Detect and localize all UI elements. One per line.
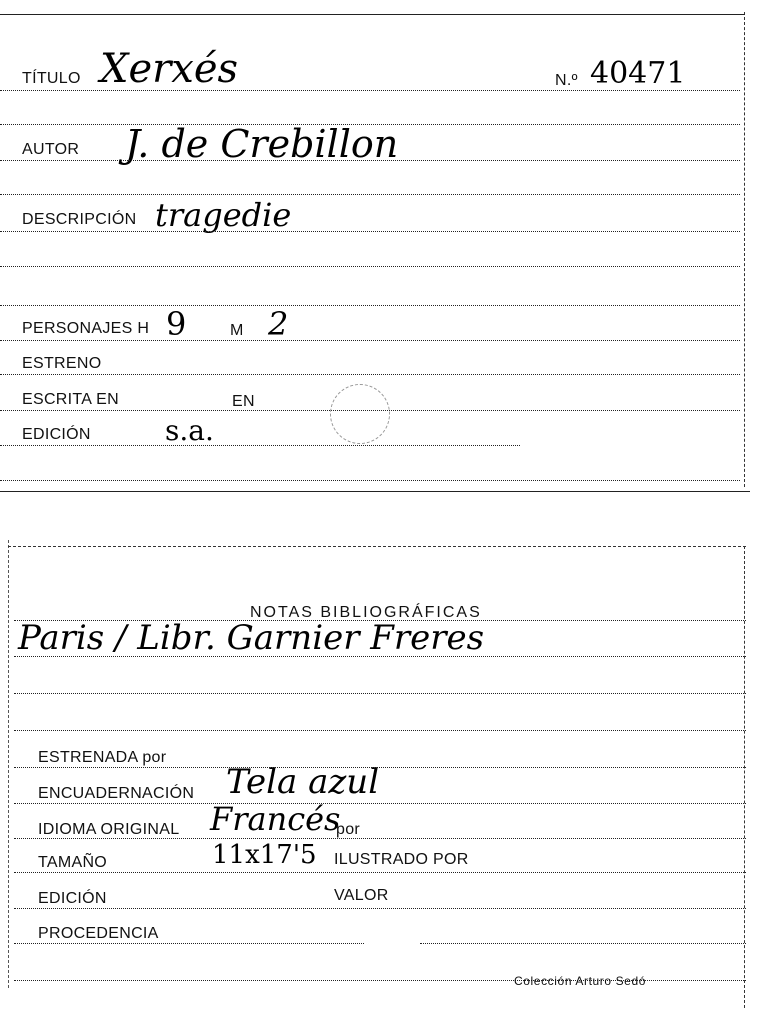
ilustrado-label: ILUSTRADO POR	[334, 851, 469, 868]
row-rule	[14, 620, 746, 621]
descripcion-label: DESCRIPCIÓN	[22, 211, 137, 228]
card-left-edge	[8, 540, 9, 988]
row-rule	[0, 160, 740, 161]
procedencia-label: PROCEDENCIA	[38, 925, 159, 942]
row-rule	[0, 305, 740, 306]
back-card	[0, 540, 759, 1028]
tamano-value: 11x17'5	[212, 840, 317, 870]
row-rule	[420, 943, 746, 944]
descripcion-value: tragedie	[155, 196, 292, 234]
card-bottom-edge	[0, 491, 750, 492]
row-rule	[14, 767, 746, 768]
card-right-edge	[744, 12, 745, 487]
notas-title: NOTAS BIBLIOGRÁFICAS	[250, 604, 482, 621]
row-rule	[0, 480, 740, 481]
personajes-h-value: 9	[166, 305, 187, 343]
row-rule	[14, 838, 746, 839]
row-rule	[0, 445, 520, 446]
tamano-label: TAMAÑO	[38, 854, 108, 871]
autor-value: J. de Crebillon	[125, 122, 399, 166]
encuadernacion-label: ENCUADERNACIÓN	[38, 785, 195, 802]
autor-label: AUTOR	[22, 141, 80, 158]
idioma-por-label: por	[336, 821, 361, 838]
estrenada-label: ESTRENADA por	[38, 749, 167, 766]
row-rule	[0, 194, 740, 195]
edicion-value: s.a.	[165, 414, 214, 447]
idioma-label: IDIOMA ORIGINAL	[38, 821, 180, 838]
row-rule	[0, 340, 740, 341]
numero-value: 40471	[590, 56, 686, 91]
row-rule	[0, 374, 740, 375]
personajes-label: PERSONAJES H	[22, 320, 150, 337]
idioma-value: Francés	[210, 800, 341, 838]
edicion-label: EDICIÓN	[22, 426, 91, 443]
row-rule	[14, 908, 746, 909]
row-rule	[0, 231, 740, 232]
coleccion-label: Colección Arturo Sedó	[514, 974, 647, 988]
front-card	[0, 0, 759, 495]
encuadernacion-value: Tela azul	[226, 762, 380, 802]
numero-label: N.º	[555, 72, 578, 89]
card-top-edge	[0, 14, 745, 15]
titulo-label: TÍTULO	[22, 70, 81, 87]
card-top-edge	[8, 546, 746, 547]
escrita-label: ESCRITA EN	[22, 391, 119, 408]
estreno-label: ESTRENO	[22, 355, 102, 372]
row-rule	[14, 872, 746, 873]
row-rule	[14, 803, 746, 804]
escrita-en-label: EN	[232, 393, 255, 410]
back-edicion-label: EDICIÓN	[38, 890, 107, 907]
row-rule	[0, 266, 740, 267]
row-rule	[0, 90, 740, 91]
personajes-m-label: M	[230, 322, 244, 339]
card-right-edge	[744, 546, 745, 1008]
notas-value: Paris / Libr. Garnier Freres	[18, 618, 485, 658]
row-rule	[14, 693, 746, 694]
punch-hole	[330, 384, 390, 444]
personajes-m-value: 2	[268, 305, 289, 343]
titulo-value: Xerxés	[100, 46, 239, 92]
row-rule	[14, 943, 364, 944]
row-rule	[14, 656, 746, 657]
valor-label: VALOR	[334, 887, 389, 904]
row-rule	[14, 730, 746, 731]
